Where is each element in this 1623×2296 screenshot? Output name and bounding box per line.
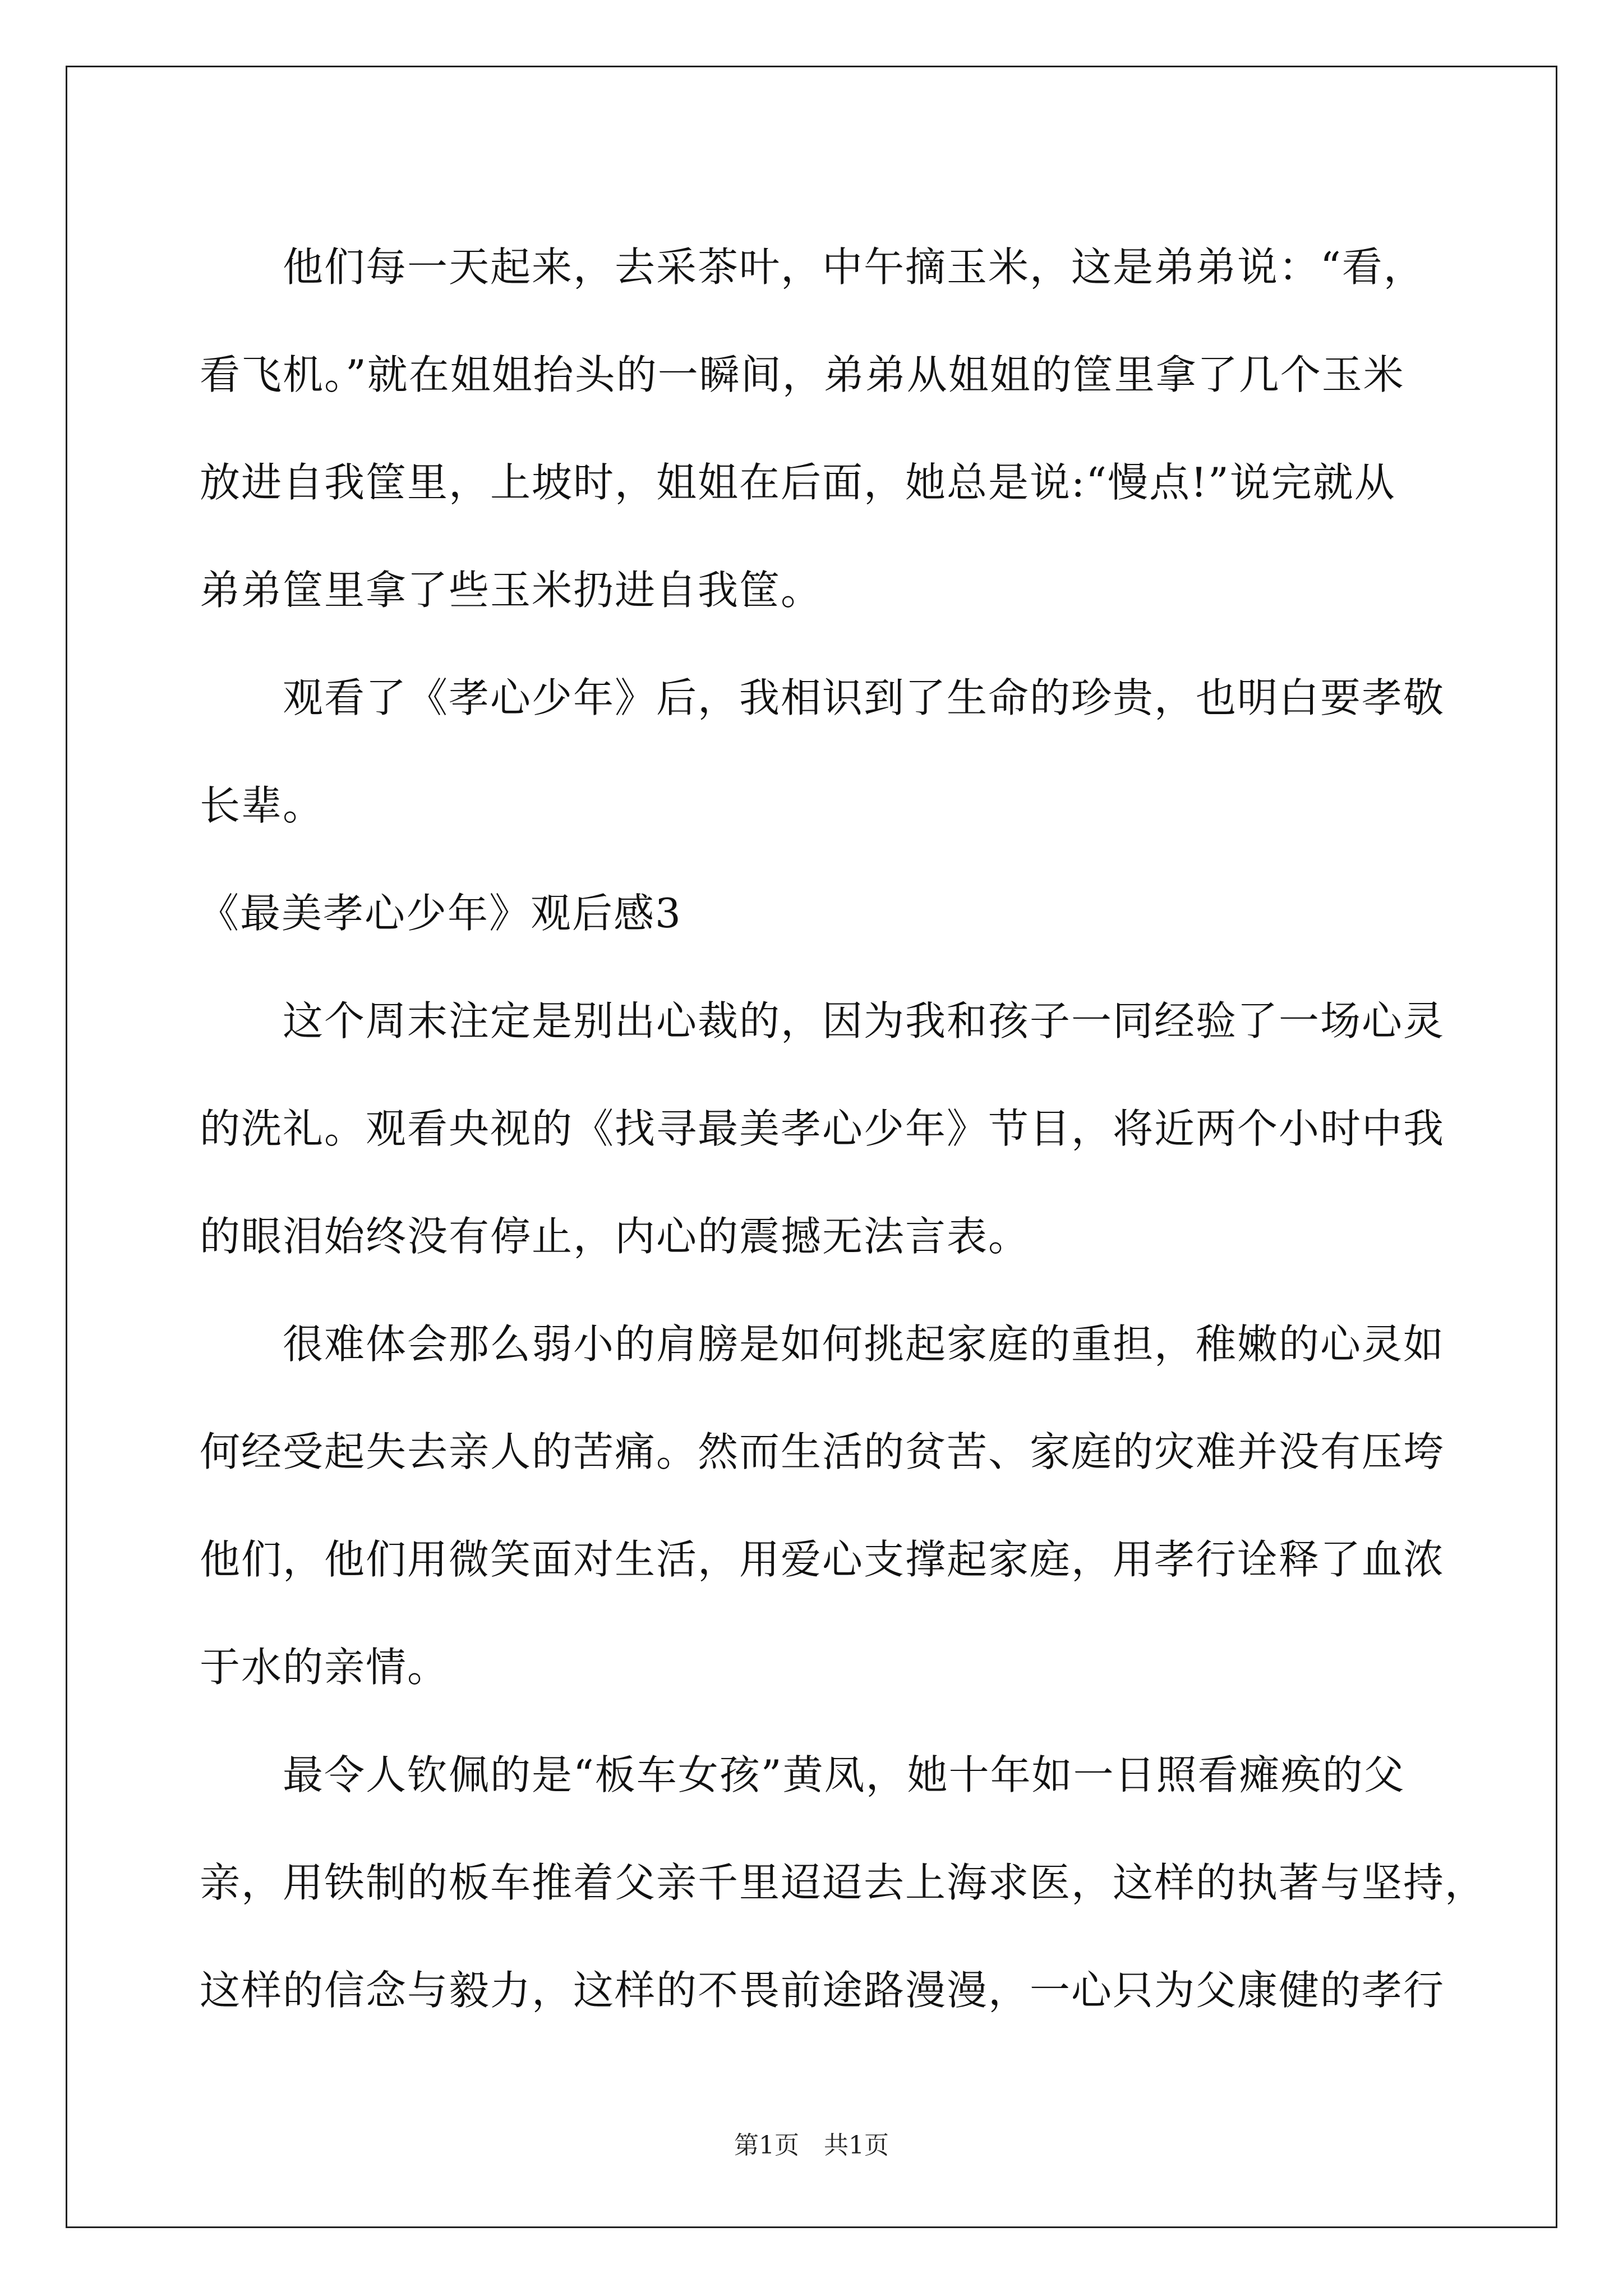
paragraph-line: 弟弟筐里拿了些玉米扔进自我筐。 <box>200 567 823 614</box>
paragraph-line: 长辈。 <box>200 782 325 829</box>
paragraph-line: 很难体会那么弱小的肩膀是如何挑起家庭的重担，稚嫩的心灵如 <box>283 1320 1445 1368</box>
paragraph-line: 这个周末注定是别出心裁的，因为我和孩子一同经验了一场心灵 <box>283 997 1445 1045</box>
paragraph-line: 于水的亲情。 <box>200 1644 449 1691</box>
page-footer: 第1页 共1页 <box>734 2131 889 2160</box>
paragraph-line: 放进自我筐里，上坡时，姐姐在后面，她总是说:“慢点!”说完就从 <box>200 459 1396 506</box>
paragraph-line: 他们，他们用微笑面对生活，用爱心支撑起家庭，用孝行诠释了血浓 <box>200 1536 1445 1583</box>
paragraph-line: 何经受起失去亲人的苦痛。然而生活的贫苦、家庭的灾难并没有压垮 <box>200 1428 1445 1475</box>
section-heading: 《最美孝心少年》观后感3 <box>199 890 682 937</box>
paragraph-line: 亲，用铁制的板车推着父亲千里迢迢去上海求医，这样的执著与坚持， <box>200 1859 1487 1906</box>
paragraph-line: 看飞机。”就在姐姐抬头的一瞬间，弟弟从姐姐的筐里拿了几个玉米 <box>200 351 1405 398</box>
paragraph-line: 观看了《孝心少年》后，我相识到了生命的珍贵，也明白要孝敬 <box>283 674 1445 721</box>
document-body <box>199 213 1487 2044</box>
paragraph-line: 的洗礼。观看央视的《找寻最美孝心少年》节目，将近两个小时中我 <box>200 1105 1445 1152</box>
paragraph-line: 他们每一天起来，去采茶叶，中午摘玉米，这是弟弟说：“看， <box>283 243 1425 291</box>
paragraph-line: 这样的信念与毅力，这样的不畏前途路漫漫，一心只为父康健的孝行 <box>200 1967 1445 2014</box>
paragraph-line: 的眼泪始终没有停止，内心的震撼无法言表。 <box>200 1213 1030 1260</box>
paragraph-line: 最令人钦佩的是“板车女孩”黄凤，她十年如一日照看瘫痪的父 <box>283 1751 1405 1798</box>
